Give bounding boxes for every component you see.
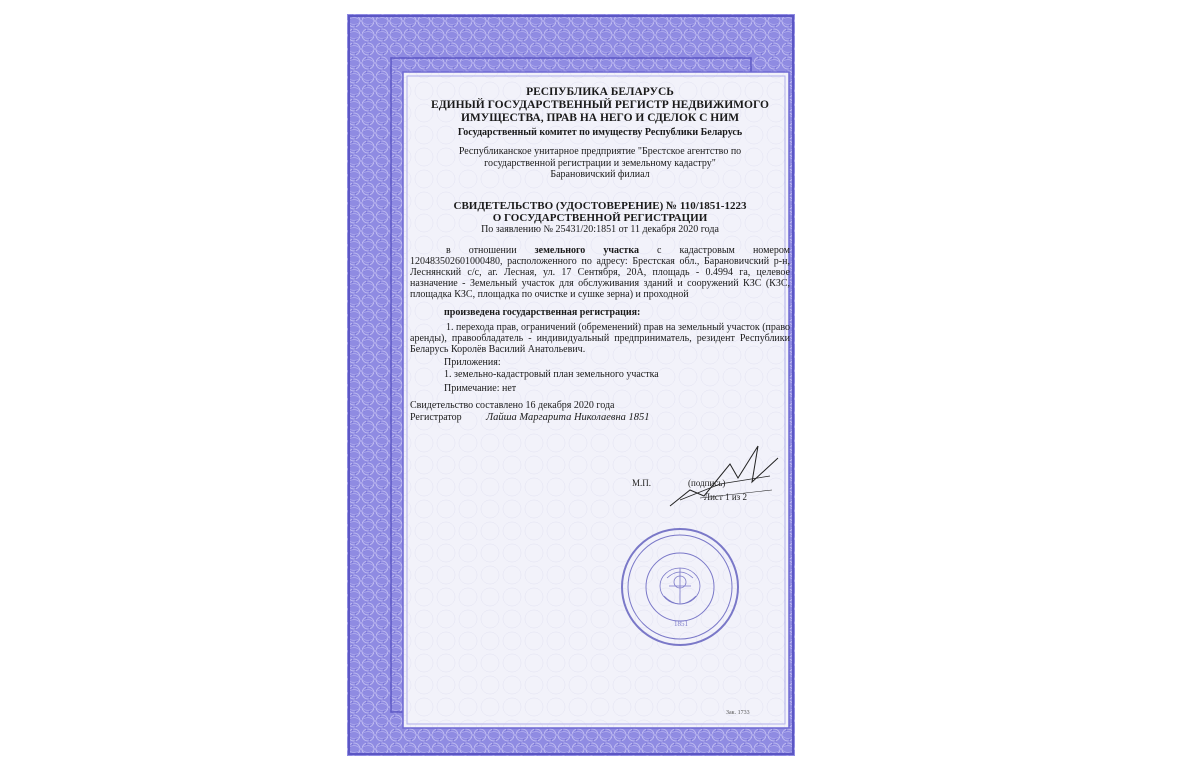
organization-block	[410, 146, 790, 181]
signature-label: (подпись)	[688, 478, 726, 488]
stamp-label: М.П.	[632, 478, 652, 488]
organization-line2: государственной регистрации и земельному кадастру"	[484, 157, 716, 169]
country-heading: РЕСПУБЛИКА БЕЛАРУСЬ	[526, 86, 674, 98]
parcel-intro-rest: с кадастровым номером 120483502601000480, расположенного по адресу: Брестская обл., Барановичский р-н, Леснянский с/с, аг. Лесная, ул. 17 Сентября, 20А, площадь - 0.4994 га, целевое назначение - Земельный участок для обслуживания зданий и сооружений КЗС (КЗС, площадка КЗС, площадка по очистке и сушке зерна) и проходной	[410, 244, 791, 301]
sheet-number: Лист 1 из 2	[704, 492, 747, 502]
official-seal	[619, 526, 741, 648]
registry-heading-line1: ЕДИНЫЙ ГОСУДАРСТВЕННЫЙ РЕГИСТР НЕДВИЖИМОГО	[431, 99, 769, 111]
item1-paragraph	[410, 322, 790, 356]
issued-line: Свидетельство составлено 16 декабря 2020 года	[410, 399, 615, 411]
organization-line3: Барановичский филиал	[550, 169, 650, 180]
svg-text:1851: 1851	[674, 620, 688, 628]
certificate-title-line2: О ГОСУДАРСТВЕННОЙ РЕГИСТРАЦИИ	[492, 211, 708, 224]
signature-mark	[660, 438, 790, 518]
parcel-intro-prefix: в отношении	[446, 244, 517, 256]
attachment-item1: 1. земельно-кадастровый план земельного участка	[444, 368, 659, 380]
organization-line1: Республиканское унитарное предприятие "Брестское агентство по	[458, 146, 742, 157]
certificate-sheet	[347, 14, 795, 756]
parcel-paragraph	[410, 245, 790, 301]
attachments-label: Приложения:	[444, 357, 501, 369]
note-line: Примечание: нет	[444, 383, 517, 395]
statement-line: По заявлению № 25431/20:1851 от 11 декабря 2020 года	[481, 223, 719, 235]
coat-of-arms-icon	[660, 568, 700, 604]
committee-heading: Государственный комитет по имуществу Республики Беларусь	[457, 127, 743, 138]
parcel-intro-bold: земельного участка	[534, 244, 639, 256]
certificate-content	[410, 86, 790, 716]
certificate-title-line1: СВИДЕТЕЛЬСТВО (УДОСТОВЕРЕНИЕ) № 110/1851-1223	[453, 199, 747, 212]
footer-code: Зак. 1733	[726, 710, 750, 716]
registry-heading-line2: ИМУЩЕСТВА, ПРАВ НА НЕГО И СДЕЛОК С НИМ	[460, 112, 740, 124]
performed-line: произведена государственная регистрация:	[444, 306, 641, 318]
registrar-row	[410, 412, 790, 426]
registrar-name: Лайша Маргарита Николаевна 1851	[486, 411, 650, 423]
item1-text: 1. перехода прав, ограничений (обременений) прав на земельный участок (право аренды), правообладатель - индивидуальный предприниматель, резидент Республики Беларусь Королёв Василий Анатольевич.	[410, 321, 790, 356]
registrar-label: Регистратор	[410, 411, 462, 423]
